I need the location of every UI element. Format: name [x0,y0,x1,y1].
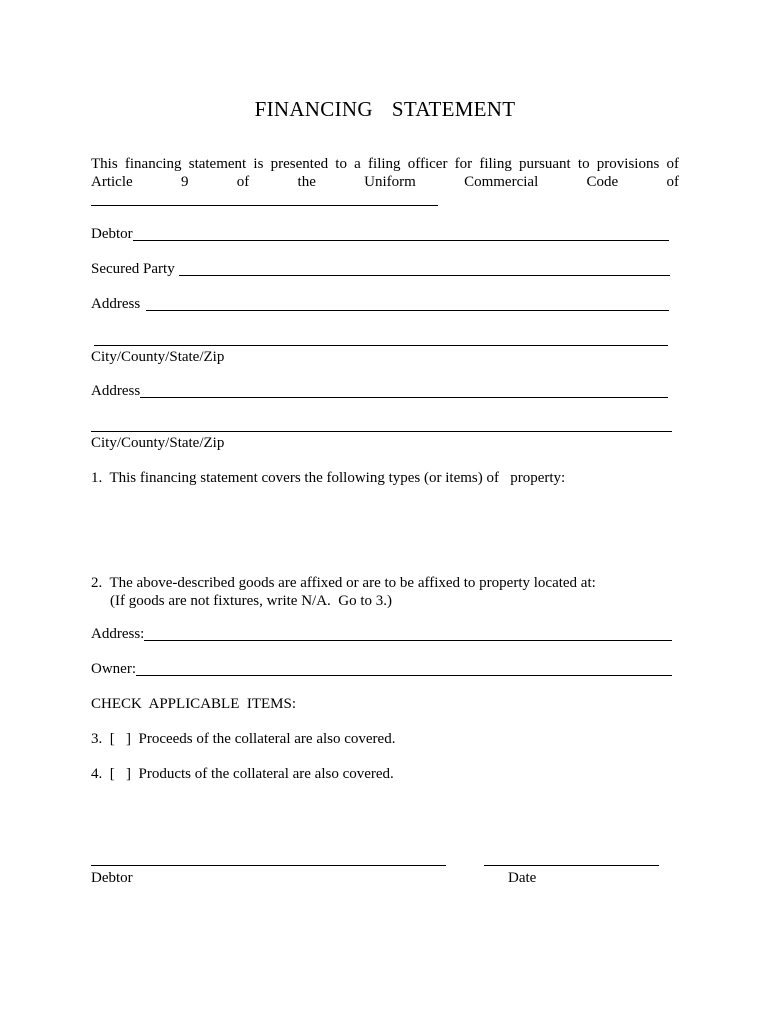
item-3-proceeds-checkbox[interactable]: 3. [ ] Proceeds of the collateral are also covered. [91,731,396,747]
intro-line-2: Article 9 of the Uniform Commercial Code of [91,174,679,190]
address-label-1: Address [91,296,141,312]
secured-party-blank[interactable] [179,261,670,276]
debtor-signature-line[interactable] [91,865,446,866]
debtor-blank[interactable] [133,226,669,241]
check-applicable-heading: CHECK APPLICABLE ITEMS: [91,696,297,712]
intro-paragraph [91,155,679,191]
intro-line-1: This financing statement is presented to a filing officer for filing pursuant to provisions of [91,156,679,172]
property-address-label: Address: [91,626,145,642]
debtor-field[interactable] [91,225,669,243]
owner-field[interactable] [91,660,672,678]
owner-blank[interactable] [136,661,672,676]
signature-date-label: Date [508,870,537,886]
date-signature-line[interactable] [484,865,659,866]
item-4-products-checkbox[interactable]: 4. [ ] Products of the collateral are also covered. [91,766,394,782]
address-field-2[interactable] [91,382,668,400]
item-2-note: (If goods are not fixtures, write N/A. Go to 3.) [110,593,393,609]
jurisdiction-blank[interactable] [91,205,438,206]
address-line-2-blank[interactable] [94,345,668,346]
city-state-zip-label-2: City/County/State/Zip [91,435,225,451]
item-2-text: 2. The above-described goods are affixed or are to be affixed to property located at: [91,575,596,591]
property-address-field[interactable] [91,625,672,643]
secured-party-label: Secured Party [91,261,175,277]
address-field-1[interactable] [91,295,669,313]
address-blank-1[interactable] [146,296,669,311]
secured-party-field[interactable] [91,260,670,278]
item-1-text: 1. This financing statement covers the following types (or items) of property: [91,470,566,486]
city-state-zip-label-1: City/County/State/Zip [91,349,225,365]
owner-label: Owner: [91,661,136,677]
signature-debtor-label: Debtor [91,870,133,886]
document-title: FINANCING STATEMENT [254,97,516,121]
address-blank-2[interactable] [140,383,668,398]
address-label-2: Address [91,383,141,399]
address-line-2b-blank[interactable] [91,431,672,432]
debtor-label: Debtor [91,226,133,242]
property-address-blank[interactable] [144,626,672,641]
